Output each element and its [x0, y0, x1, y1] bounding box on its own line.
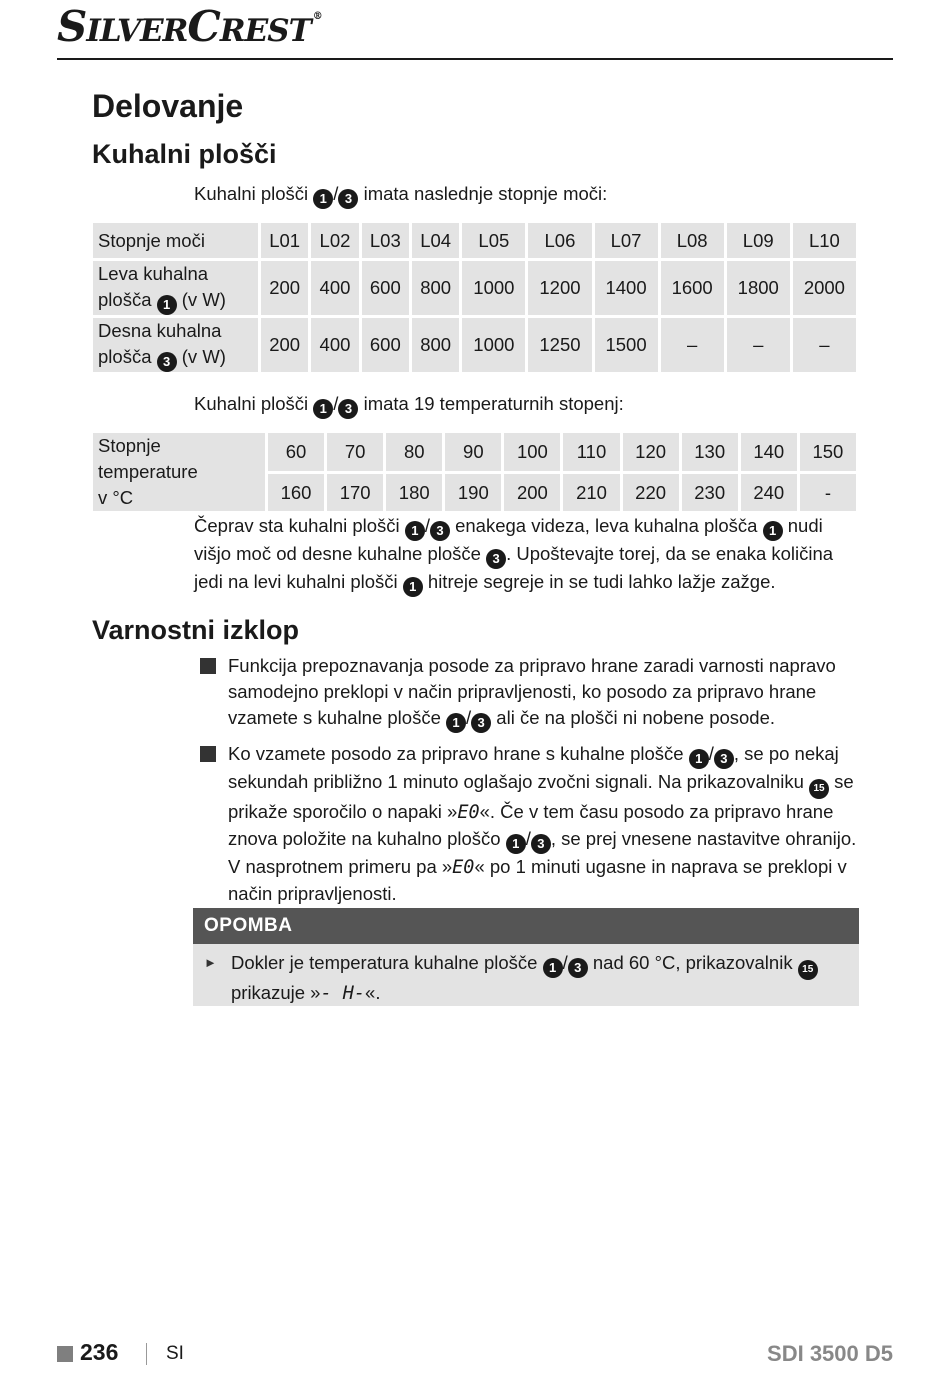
plate-3-icon: 3: [714, 749, 734, 769]
table-cell: 800: [412, 261, 459, 315]
page-title: Delovanje: [92, 88, 244, 124]
arrow-right-icon: ►: [204, 955, 217, 970]
table-cell: 170: [327, 474, 383, 511]
note-text: Dokler je temperatura kuhalne plošče 1 / 3 nad 60 °C, prikazovalnik 15 prikazuje »- H-«.: [231, 950, 851, 1007]
table-cell: 1800: [727, 261, 790, 315]
table-header-cell: L01: [261, 223, 308, 258]
bullet-square-icon: [200, 658, 216, 674]
table-header-cell: L05: [462, 223, 525, 258]
plate-1-icon: 1: [763, 521, 783, 541]
table-cell: 190: [445, 474, 501, 511]
table-cell: 160: [268, 474, 324, 511]
plate-1-icon: 1: [157, 295, 177, 315]
table-row: [93, 318, 856, 372]
table-cell: 60: [268, 433, 324, 471]
table-header-cell: L10: [793, 223, 856, 258]
table-cell: 800: [412, 318, 459, 372]
error-code: E0: [457, 802, 480, 823]
table-header-cell: L07: [595, 223, 658, 258]
plates-info-paragraph: Čeprav sta kuhalni plošči 1 / 3 enakega videza, leva kuhalna plošča 1 nudi višjo moč od desne kuhalne plošče 3 . Upoštevajte torej, da se enaka količina jedi na levi kuhalni plošči 1 hitreje segreje in se tudi lahko lažje zažge.: [194, 513, 856, 597]
table-cell: 1600: [661, 261, 724, 315]
table-cell: 230: [682, 474, 738, 511]
plate-3-icon: 3: [471, 713, 491, 733]
safety-bullet-1: Funkcija prepoznavanja posode za pripravo hrane zaradi varnosti napravo samodejno preklopi v način pripravljenosti, ko posodo za pripravo hrane vzamete s kuhalne plošče 1 / 3 ali če na plošči ni nobene posode.: [228, 653, 858, 733]
table-header-cell: L09: [727, 223, 790, 258]
table-row: [93, 433, 856, 471]
table-cell: 150: [800, 433, 856, 471]
note-title: OPOMBA: [193, 908, 859, 944]
table-cell: 210: [563, 474, 619, 511]
footer-square-icon: [57, 1346, 73, 1362]
table-cell: 1400: [595, 261, 658, 315]
table-cell: 1500: [595, 318, 658, 372]
section-heading-cooking-plates: Kuhalni plošči: [92, 139, 277, 169]
table-row: [93, 261, 856, 315]
page-header: [57, 2, 893, 60]
table-header-cell: L04: [412, 223, 459, 258]
plate-3-icon: 3: [157, 352, 177, 372]
temperature-levels-table: [90, 430, 859, 514]
table-cell: 130: [682, 433, 738, 471]
language-code: SI: [166, 1343, 184, 1364]
power-levels-table: [90, 220, 859, 375]
plate-1-icon: 1: [689, 749, 709, 769]
table-cell: –: [793, 318, 856, 372]
plate-1-icon: 1: [313, 399, 333, 419]
table-cell: 120: [623, 433, 679, 471]
brand-logo: SILVERCREST ®: [57, 2, 322, 51]
plate-3-icon: 3: [338, 189, 358, 209]
table-cell: 200: [261, 261, 308, 315]
table-cell: 1250: [528, 318, 591, 372]
plate-1-icon: 1: [543, 958, 563, 978]
table-cell: 400: [311, 261, 358, 315]
plate-3-icon: 3: [338, 399, 358, 419]
table-header-label: Stopnje moči: [93, 223, 258, 258]
safety-bullet-2: Ko vzamete posodo za pripravo hrane s kuhalne plošče 1 / 3 , se po nekaj sekundah približno 1 minuto oglašajo zvočni signali. Na prikazovalniku 15 se prikaže sporočilo o napaki »E0«. Če v tem času posodo za pripravo hrane znova položite na kuhalno ploščo 1 / 3 , se prej vnesene nastavitve ohranijo. V nasprotnem primeru pa »E0« po 1 minuti ugasne in naprava se preklopi v način pripravljenosti.: [228, 743, 857, 904]
footer-divider: [146, 1343, 147, 1365]
display-15-icon: 15: [798, 960, 818, 980]
table-header-cell: L08: [661, 223, 724, 258]
table-header-row: [93, 223, 856, 258]
table-cell: 90: [445, 433, 501, 471]
table-cell: 1000: [462, 318, 525, 372]
bullet-square-icon: [200, 746, 216, 762]
plate-3-icon: 3: [531, 834, 551, 854]
table-cell: –: [727, 318, 790, 372]
row-label-right-plate: Desna kuhalna plošča 3 (v W): [93, 318, 258, 372]
display-code: - H-: [320, 983, 366, 1004]
temperature-row-label: Stopnje temperature v °C: [93, 433, 265, 511]
table-cell: 80: [386, 433, 442, 471]
table-cell: 110: [563, 433, 619, 471]
table-cell: –: [661, 318, 724, 372]
plate-3-icon: 3: [486, 549, 506, 569]
row-label-left-plate: Leva kuhalna plošča 1 (v W): [93, 261, 258, 315]
page-number: 236: [80, 1339, 119, 1365]
temperature-levels-intro: Kuhalni plošči 1 / 3 imata 19 temperaturnih stopenj:: [194, 391, 624, 419]
table-cell: 600: [362, 318, 409, 372]
section-heading-safety-shutoff: Varnostni izklop: [92, 615, 300, 645]
plate-1-icon: 1: [506, 834, 526, 854]
table-cell: 140: [741, 433, 797, 471]
error-code: E0: [452, 857, 475, 878]
table-cell: 70: [327, 433, 383, 471]
table-cell: 240: [741, 474, 797, 511]
table-header-cell: L06: [528, 223, 591, 258]
model-number: SDI 3500 D5: [767, 1341, 893, 1366]
table-cell: 1200: [528, 261, 591, 315]
table-cell: 200: [261, 318, 308, 372]
table-cell: 100: [504, 433, 560, 471]
table-cell: 1000: [462, 261, 525, 315]
plate-1-icon: 1: [313, 189, 333, 209]
plate-1-icon: 1: [405, 521, 425, 541]
table-cell: 180: [386, 474, 442, 511]
table-cell: -: [800, 474, 856, 511]
plate-3-icon: 3: [430, 521, 450, 541]
table-cell: 200: [504, 474, 560, 511]
plate-1-icon: 1: [446, 713, 466, 733]
table-cell: 2000: [793, 261, 856, 315]
table-cell: 600: [362, 261, 409, 315]
plate-1-icon: 1: [403, 577, 423, 597]
table-header-cell: L03: [362, 223, 409, 258]
display-15-icon: 15: [809, 779, 829, 799]
power-levels-intro: Kuhalni plošči 1 / 3 imata naslednje stopnje moči:: [194, 181, 607, 209]
table-header-cell: L02: [311, 223, 358, 258]
table-cell: 220: [623, 474, 679, 511]
table-cell: 400: [311, 318, 358, 372]
plate-3-icon: 3: [568, 958, 588, 978]
